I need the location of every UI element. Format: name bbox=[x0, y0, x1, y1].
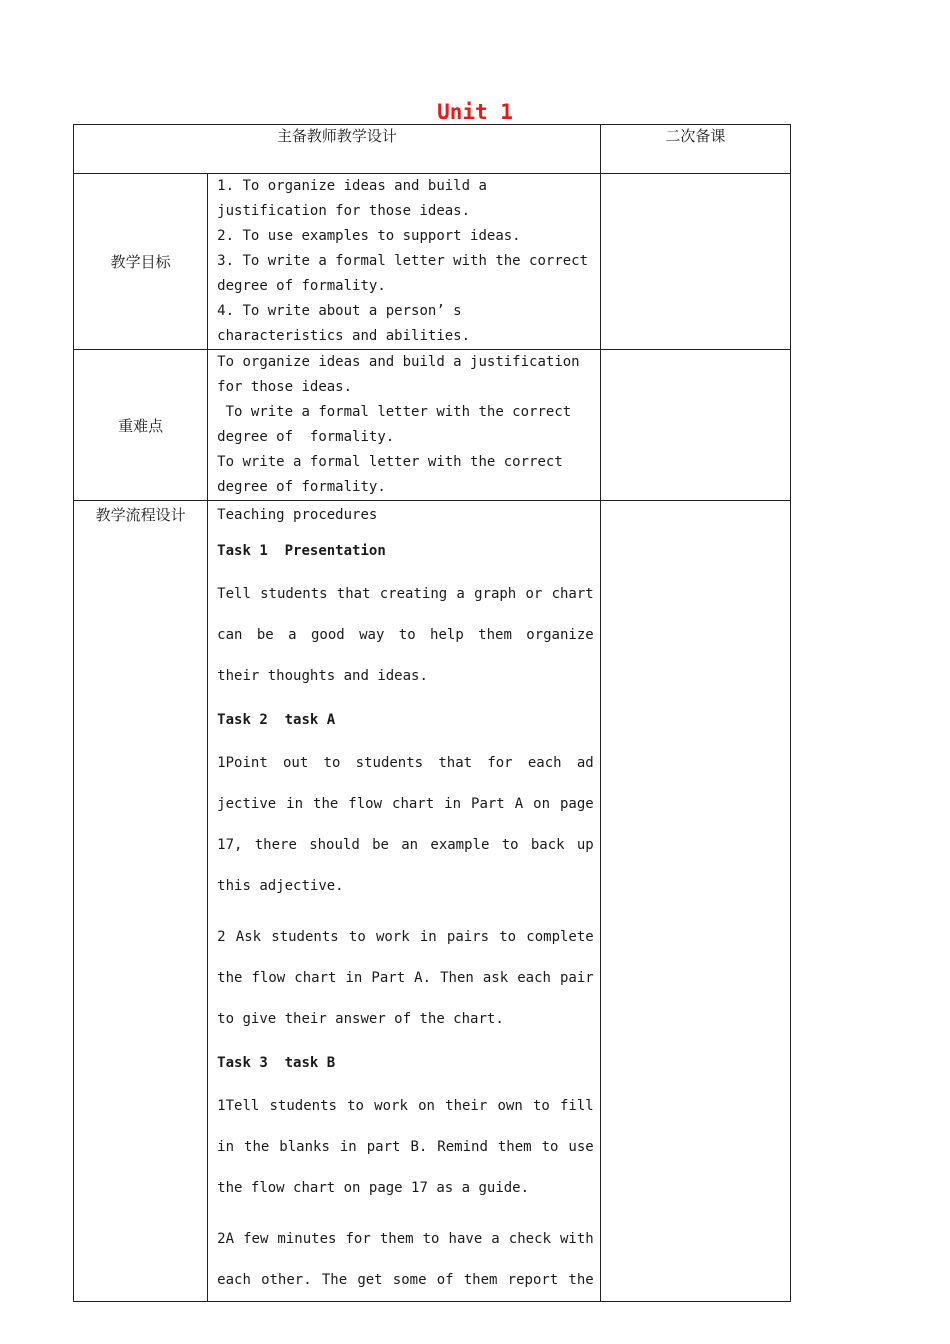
procedure-label: 教学流程设计 bbox=[74, 501, 208, 1302]
goals-line: degree of formality. bbox=[217, 278, 386, 294]
task2-heading: Task 2 task A bbox=[217, 712, 336, 728]
key-points-line: To write a formal letter with the correct bbox=[217, 404, 572, 420]
procedure-title: Teaching procedures bbox=[217, 507, 378, 523]
task2-line: to give their answer of the chart. bbox=[217, 1011, 504, 1027]
task1-line: can be a good way to help them organize bbox=[217, 627, 594, 643]
task2-line: 2 Ask students to work in pairs to complete bbox=[217, 929, 594, 945]
task1-line: their thoughts and ideas. bbox=[217, 668, 428, 684]
task2-line: this adjective. bbox=[217, 878, 344, 894]
task2-line: the flow chart in Part A. Then ask each pair bbox=[217, 970, 594, 986]
key-points-line: degree of formality. bbox=[217, 479, 386, 495]
task3-line: in the blanks in part B. Remind them to use bbox=[217, 1139, 594, 1155]
key-points-row bbox=[74, 350, 791, 501]
task1-paragraph bbox=[217, 574, 594, 697]
task3-line: the flow chart on page 17 as a guide. bbox=[217, 1180, 530, 1196]
procedure-row bbox=[74, 501, 791, 1302]
goals-line: 4. To write about a person’ s bbox=[217, 303, 462, 319]
task2-line: 1Point out to students that for each ad bbox=[217, 755, 594, 771]
task3-line: each other. The get some of them report the bbox=[217, 1272, 594, 1288]
header-main-cell: 主备教师教学设计 bbox=[74, 125, 601, 174]
key-points-label: 重难点 bbox=[74, 350, 208, 501]
task3-paragraph-2 bbox=[217, 1219, 594, 1301]
key-points-line: degree of formality. bbox=[217, 429, 395, 445]
header-row bbox=[74, 125, 791, 174]
goals-line: 2. To use examples to support ideas. bbox=[217, 228, 521, 244]
goals-content bbox=[208, 174, 601, 350]
key-points-line: for those ideas. bbox=[217, 379, 353, 395]
goals-line: 3. To write a formal letter with the correct bbox=[217, 253, 589, 269]
goals-label: 教学目标 bbox=[74, 174, 208, 350]
task1-line: Tell students that creating a graph or chart bbox=[217, 586, 594, 602]
header-side-cell: 二次备课 bbox=[600, 125, 790, 174]
goals-line: justification for those ideas. bbox=[217, 203, 471, 219]
key-points-line: To organize ideas and build a justification bbox=[217, 354, 580, 370]
task3-line: 2A few minutes for them to have a check with bbox=[217, 1231, 594, 1247]
key-points-notes-cell bbox=[600, 350, 790, 501]
procedure-content bbox=[208, 501, 601, 1302]
goals-notes-cell bbox=[600, 174, 790, 350]
task2-paragraph-2 bbox=[217, 917, 594, 1040]
key-points-content bbox=[208, 350, 601, 501]
goals-row bbox=[74, 174, 791, 350]
task3-heading: Task 3 task B bbox=[217, 1055, 336, 1071]
task2-line: 17, there should be an example to back up bbox=[217, 837, 594, 853]
key-points-line: To write a formal letter with the correct bbox=[217, 454, 563, 470]
task3-line: 1Tell students to work on their own to fill bbox=[217, 1098, 594, 1114]
task3-paragraph-1 bbox=[217, 1086, 594, 1209]
task1-heading: Task 1 Presentation bbox=[217, 543, 386, 559]
goals-line: 1. To organize ideas and build a bbox=[217, 178, 487, 194]
lesson-plan-table bbox=[73, 124, 791, 1302]
document-title: Unit 1 bbox=[437, 100, 513, 124]
task2-paragraph-1 bbox=[217, 743, 594, 907]
task2-line: jective in the flow chart in Part A on page bbox=[217, 796, 594, 812]
procedure-notes-cell bbox=[600, 501, 790, 1302]
goals-line: characteristics and abilities. bbox=[217, 328, 471, 344]
